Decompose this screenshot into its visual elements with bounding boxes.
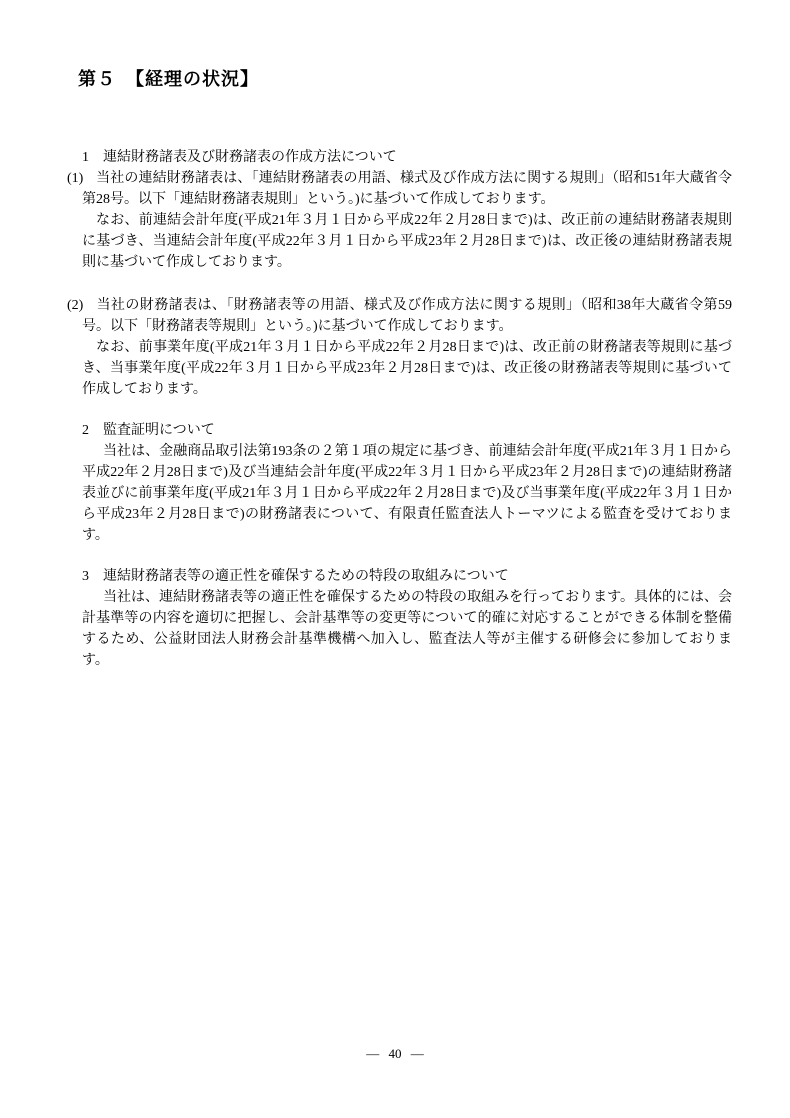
item-2-label: (2) — [67, 298, 84, 313]
section-2-heading — [82, 420, 732, 441]
section-3-heading — [82, 566, 732, 587]
page-number: ― 40 ― — [366, 1046, 424, 1061]
section-1-number: 1 — [82, 150, 89, 165]
section-3-number: 3 — [82, 569, 89, 584]
section-preparation-methods — [67, 147, 732, 400]
item-1-paragraph-1 — [67, 168, 732, 210]
section-3-heading-text: 連結財務諸表等の適正性を確保するための特段の取組みについて — [103, 569, 509, 584]
section-1-items — [67, 168, 732, 400]
list-item-nonconsolidated-statements — [67, 295, 732, 400]
item-2-paragraph-2: なお、前事業年度(平成21年３月１日から平成22年２月28日まで)は、改正前の財務諸表等規則に基づき、当事業年度(平成22年３月１日から平成23年２月28日まで)は、改正後の財務諸表等規則に基づいて作成しております。 — [82, 340, 732, 397]
item-2-paragraph-1-text: 当社の財務諸表は、「財務諸表等の用語、様式及び作成方法に関する規則」（昭和38年大蔵省令第59号。以下「財務諸表等規則」という。)に基づいて作成しております。 — [82, 298, 732, 334]
section-2-number: 2 — [82, 423, 89, 438]
section-3-body: 当社は、連結財務諸表等の適正性を確保するための特段の取組みを行っております。具体的には、会計基準等の内容を適切に把握し、会計基準等の変更等について的確に対応することができる体制を整備するため、公益財団法人財務会計基準機構へ加入し、監査法人等が主催する研修会に参加しております。 — [82, 590, 732, 668]
section-1-heading — [82, 147, 732, 168]
list-item-consolidated-statements — [67, 168, 732, 273]
item-1-label: (1) — [67, 171, 84, 186]
section-2-body: 当社は、金融商品取引法第193条の２第１項の規定に基づき、前連結会計年度(平成21年３月１日から平成22年２月28日まで)及び当連結会計年度(平成22年３月１日から平成23年２月28日まで)の連結財務諸表並びに前事業年度(平成21年３月１日から平成22年２月28日まで)及び当事業年度(平成22年３月１日から平成23年２月28日まで)の財務諸表について、有限責任監査法人トーマツによる監査を受けております。 — [82, 444, 732, 543]
section-1-heading-text: 連結財務諸表及び財務諸表の作成方法について — [103, 150, 397, 165]
item-2-paragraph-1 — [67, 295, 732, 337]
section-special-efforts — [82, 566, 732, 671]
section-2-heading-text: 監査証明について — [103, 423, 215, 438]
section-audit-certification — [82, 420, 732, 546]
item-1-paragraph-1-text: 当社の連結財務諸表は、「連結財務諸表の用語、様式及び作成方法に関する規則」（昭和51年大蔵省令第28号。以下「連結財務諸表規則」という。)に基づいて作成しております。 — [82, 171, 732, 207]
item-1-paragraph-2: なお、前連結会計年度(平成21年３月１日から平成22年２月28日まで)は、改正前の連結財務諸表規則に基づき、当連結会計年度(平成22年３月１日から平成23年２月28日まで)は、改正後の連結財務諸表規則に基づいて作成しております。 — [82, 213, 732, 270]
page-title: 第５ 【経理の状況】 — [78, 69, 259, 89]
